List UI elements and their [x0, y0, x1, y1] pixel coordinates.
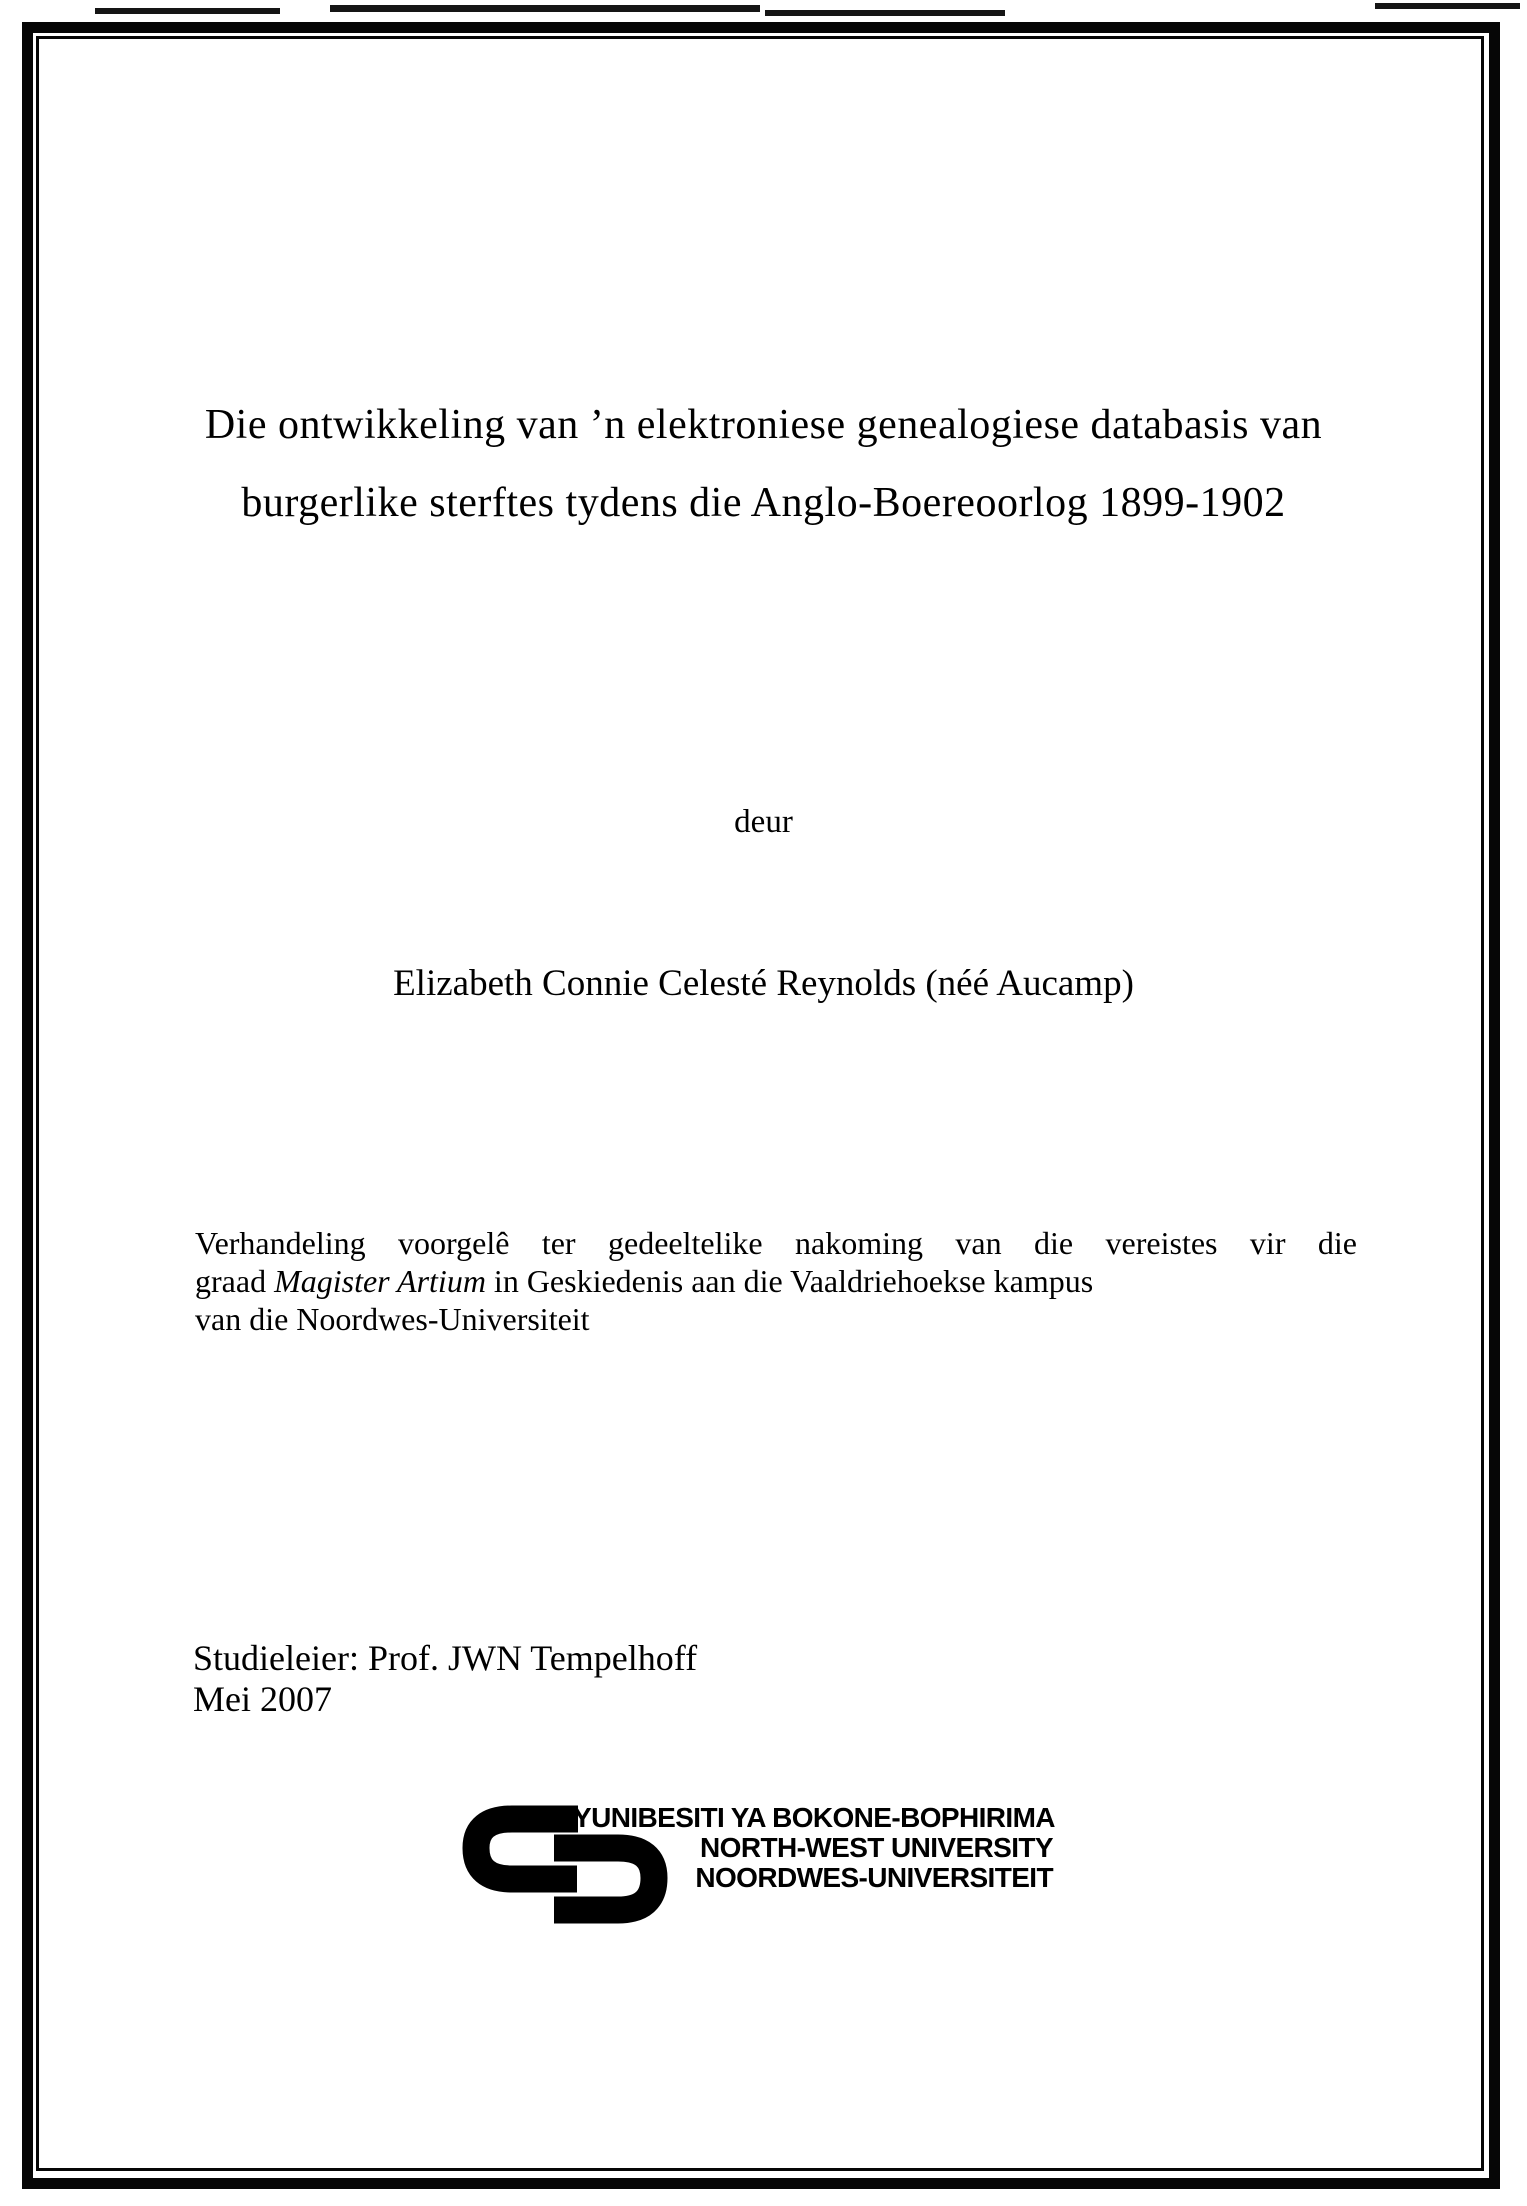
- supervisor-block: [193, 1638, 697, 1720]
- scan-artifact: [330, 5, 760, 12]
- thesis-title-line2: burgerlike sterftes tydens die Anglo-Boereoorlog 1899-1902: [241, 480, 1286, 526]
- degree-statement-line2-post: in Geskiedenis aan die Vaaldriehoekse kampus: [485, 1263, 1094, 1299]
- logo-text-english: NORTH-WEST UNIVERSITY: [700, 1832, 1053, 1863]
- degree-statement-line2: [195, 1262, 1357, 1300]
- degree-statement-line1: Verhandeling voorgelê ter gedeeltelike nakoming van die vereistes vir die: [195, 1225, 1357, 1261]
- byline: deur: [734, 804, 793, 840]
- supervisor-line: Studieleier: Prof. JWN Tempelhoff: [193, 1638, 698, 1678]
- author-name: Elizabeth Connie Celesté Reynolds (néé Aucamp): [393, 963, 1134, 1004]
- thesis-title: [70, 386, 1457, 542]
- scan-artifact: [95, 8, 280, 14]
- logo-text-afrikaans: NOORDWES-UNIVERSITEIT: [695, 1862, 1053, 1893]
- scan-artifact: [1375, 3, 1520, 9]
- logo-text-setswana: YUNIBESITI YA BOKONE-BOPHIRIMA: [573, 1802, 1055, 1833]
- degree-name-italic: Magister Artium: [274, 1263, 486, 1299]
- university-logo: [460, 1795, 1100, 1935]
- thesis-title-line1: Die ontwikkeling van ’n elektroniese genealogiese databasis van: [204, 402, 1323, 448]
- degree-statement: [195, 1224, 1357, 1338]
- date-line: Mei 2007: [193, 1679, 332, 1719]
- scan-artifact: [765, 10, 1005, 16]
- degree-statement-line3: van die Noordwes-Universiteit: [195, 1301, 590, 1337]
- degree-statement-line2-pre: graad: [195, 1263, 275, 1299]
- university-logo-text: [573, 1803, 1053, 1893]
